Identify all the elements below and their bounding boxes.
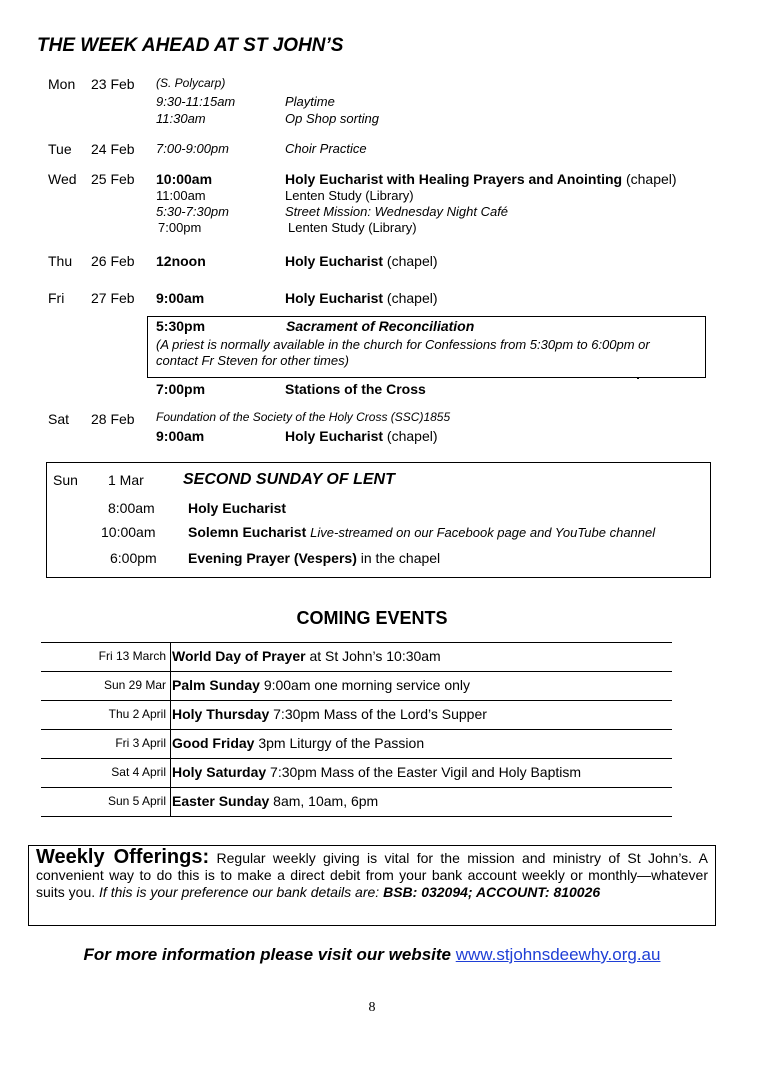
thu-day: Thu xyxy=(48,253,73,269)
coming-events-title: COMING EVENTS xyxy=(296,608,448,628)
event-description xyxy=(172,648,441,664)
sun-time-2: 10:00am xyxy=(101,524,156,540)
event-detail: 3pm Liturgy of the Passion xyxy=(258,735,425,751)
website-line xyxy=(0,945,744,965)
website-link[interactable]: www.stjohnsdeewhy.org.au xyxy=(455,945,661,964)
column-divider xyxy=(170,701,171,729)
sun-desc-1: Holy Eucharist xyxy=(188,500,287,516)
table-row xyxy=(41,642,672,671)
sun-desc-2: Solemn Eucharist xyxy=(188,524,307,540)
tue-time-1: 7:00-9:00pm xyxy=(156,141,229,156)
event-date: Thu 2 April xyxy=(108,707,166,721)
coming-events-table xyxy=(41,642,672,817)
sun-time-3: 6:00pm xyxy=(110,550,157,566)
column-divider xyxy=(170,643,171,671)
event-date: Sat 4 April xyxy=(111,765,166,779)
column-divider xyxy=(170,730,171,758)
wed-desc-2: Lenten Study (Library) xyxy=(285,188,414,203)
sat-day: Sat xyxy=(48,411,70,427)
table-row xyxy=(41,700,672,729)
stray-mark xyxy=(637,378,639,379)
website-text: For more information please visit our website xyxy=(83,945,451,964)
event-description xyxy=(172,677,470,693)
event-name: Good Friday xyxy=(172,735,255,751)
page-number: 8 xyxy=(368,1000,376,1015)
mon-saint: (S. Polycarp) xyxy=(156,76,226,90)
fri-day: Fri xyxy=(48,290,65,306)
wed-desc-4: Lenten Study (Library) xyxy=(288,220,417,235)
offerings-heading: Weekly Offerings: xyxy=(36,846,210,868)
thu-time-1: 12noon xyxy=(156,253,206,269)
event-date: Sun 5 April xyxy=(107,794,166,808)
sat-feast: Foundation of the Society of the Holy Cross (SSC)1855 xyxy=(156,410,451,424)
table-row xyxy=(41,671,672,700)
column-divider xyxy=(170,672,171,700)
event-name: Holy Thursday xyxy=(172,706,270,722)
sat-event-1 xyxy=(285,428,438,444)
event-date: Fri 3 April xyxy=(115,736,166,750)
sat-time-1: 9:00am xyxy=(156,428,205,444)
table-row xyxy=(41,758,672,787)
event-detail: 9:00am one morning service only xyxy=(263,677,471,693)
tue-date: 24 Feb xyxy=(91,141,135,157)
table-row xyxy=(41,729,672,758)
weekly-offerings-box xyxy=(28,845,716,926)
fri-time-1: 9:00am xyxy=(156,290,205,306)
fri-desc-1: Holy Eucharist xyxy=(285,290,384,306)
thu-desc-1: Holy Eucharist xyxy=(285,253,384,269)
tue-day: Tue xyxy=(48,141,72,157)
event-name: Palm Sunday xyxy=(172,677,260,693)
offerings-text: Regular weekly giving is vital for the mission and ministry of St John’s. A convenient way to do this is to make a direct debit from your bank account weekly or monthly—whatever suits you. xyxy=(36,850,708,900)
wed-event-1 xyxy=(285,171,677,187)
event-detail: 7:30pm Mass of the Easter Vigil and Holy Baptism xyxy=(270,764,582,780)
wed-time-3: 5:30-7:30pm xyxy=(156,204,229,219)
wed-time-2: 11:00am xyxy=(156,188,206,203)
wed-day: Wed xyxy=(48,171,77,187)
sun-day: Sun xyxy=(53,472,78,488)
fri-date: 27 Feb xyxy=(91,290,135,306)
wed-time-4: 7:00pm xyxy=(158,220,202,235)
wed-time-1: 10:00am xyxy=(156,171,213,187)
event-name: Holy Saturday xyxy=(172,764,267,780)
page-title: THE WEEK AHEAD AT ST JOHN’S xyxy=(37,35,344,56)
event-name: World Day of Prayer xyxy=(172,648,306,664)
event-description xyxy=(172,764,581,780)
fri-note-1: (chapel) xyxy=(386,290,438,306)
fri-desc-2: Sacrament of Reconciliation xyxy=(286,318,475,334)
event-detail: 8am, 10am, 6pm xyxy=(273,793,379,809)
sun-note-2: Live-streamed on our Facebook page and YouTube channel xyxy=(310,525,656,540)
fri-note-2-line2: contact Fr Steven for other times) xyxy=(156,353,349,368)
event-description xyxy=(172,706,487,722)
thu-note-1: (chapel) xyxy=(386,253,438,269)
fri-time-2: 5:30pm xyxy=(156,318,206,334)
sat-desc-1: Holy Eucharist xyxy=(285,428,384,444)
mon-desc-1: Playtime xyxy=(285,94,335,109)
fri-note-2-line1: (A priest is normally available in the church for Confessions from 5:30pm to 6:00pm or xyxy=(156,337,650,352)
tue-desc-1: Choir Practice xyxy=(285,141,367,156)
event-date: Sun 29 Mar xyxy=(103,678,166,692)
event-detail: 7:30pm Mass of the Lord’s Supper xyxy=(273,706,487,722)
table-row xyxy=(41,787,672,817)
event-detail: at St John’s 10:30am xyxy=(309,648,441,664)
mon-date: 23 Feb xyxy=(91,76,135,92)
fri-time-3: 7:00pm xyxy=(156,381,206,397)
event-name: Easter Sunday xyxy=(172,793,270,809)
wed-desc-1: Holy Eucharist with Healing Prayers and Anointing xyxy=(285,171,623,187)
sun-note-3: in the chapel xyxy=(360,550,441,566)
sun-event-3 xyxy=(188,550,440,566)
sat-date: 28 Feb xyxy=(91,411,135,427)
sat-note-1: (chapel) xyxy=(386,428,438,444)
thu-date: 26 Feb xyxy=(91,253,135,269)
mon-time-1: 9:30-11:15am xyxy=(156,94,236,109)
sun-desc-3: Evening Prayer (Vespers) xyxy=(188,550,357,566)
sun-time-1: 8:00am xyxy=(108,500,155,516)
column-divider xyxy=(170,759,171,787)
sun-date: 1 Mar xyxy=(108,472,144,488)
bank-details: BSB: 032094; ACCOUNT: 810026 xyxy=(383,884,601,900)
mon-desc-2: Op Shop sorting xyxy=(285,111,379,126)
wed-note-1: (chapel) xyxy=(625,171,677,187)
sun-heading: SECOND SUNDAY OF LENT xyxy=(183,471,395,488)
thu-event-1 xyxy=(285,253,438,269)
wed-desc-3: Street Mission: Wednesday Night Café xyxy=(285,204,509,219)
sun-event-2 xyxy=(188,524,655,540)
fri-desc-3: Stations of the Cross xyxy=(285,381,426,397)
event-description xyxy=(172,735,424,751)
wed-date: 25 Feb xyxy=(91,171,135,187)
mon-time-2: 11:30am xyxy=(156,111,206,126)
event-date: Fri 13 March xyxy=(98,649,166,663)
fri-event-1 xyxy=(285,290,438,306)
mon-day: Mon xyxy=(48,76,76,92)
column-divider xyxy=(170,788,171,816)
event-description xyxy=(172,793,378,809)
offerings-preference: If this is your preference our bank details are: xyxy=(99,884,380,900)
